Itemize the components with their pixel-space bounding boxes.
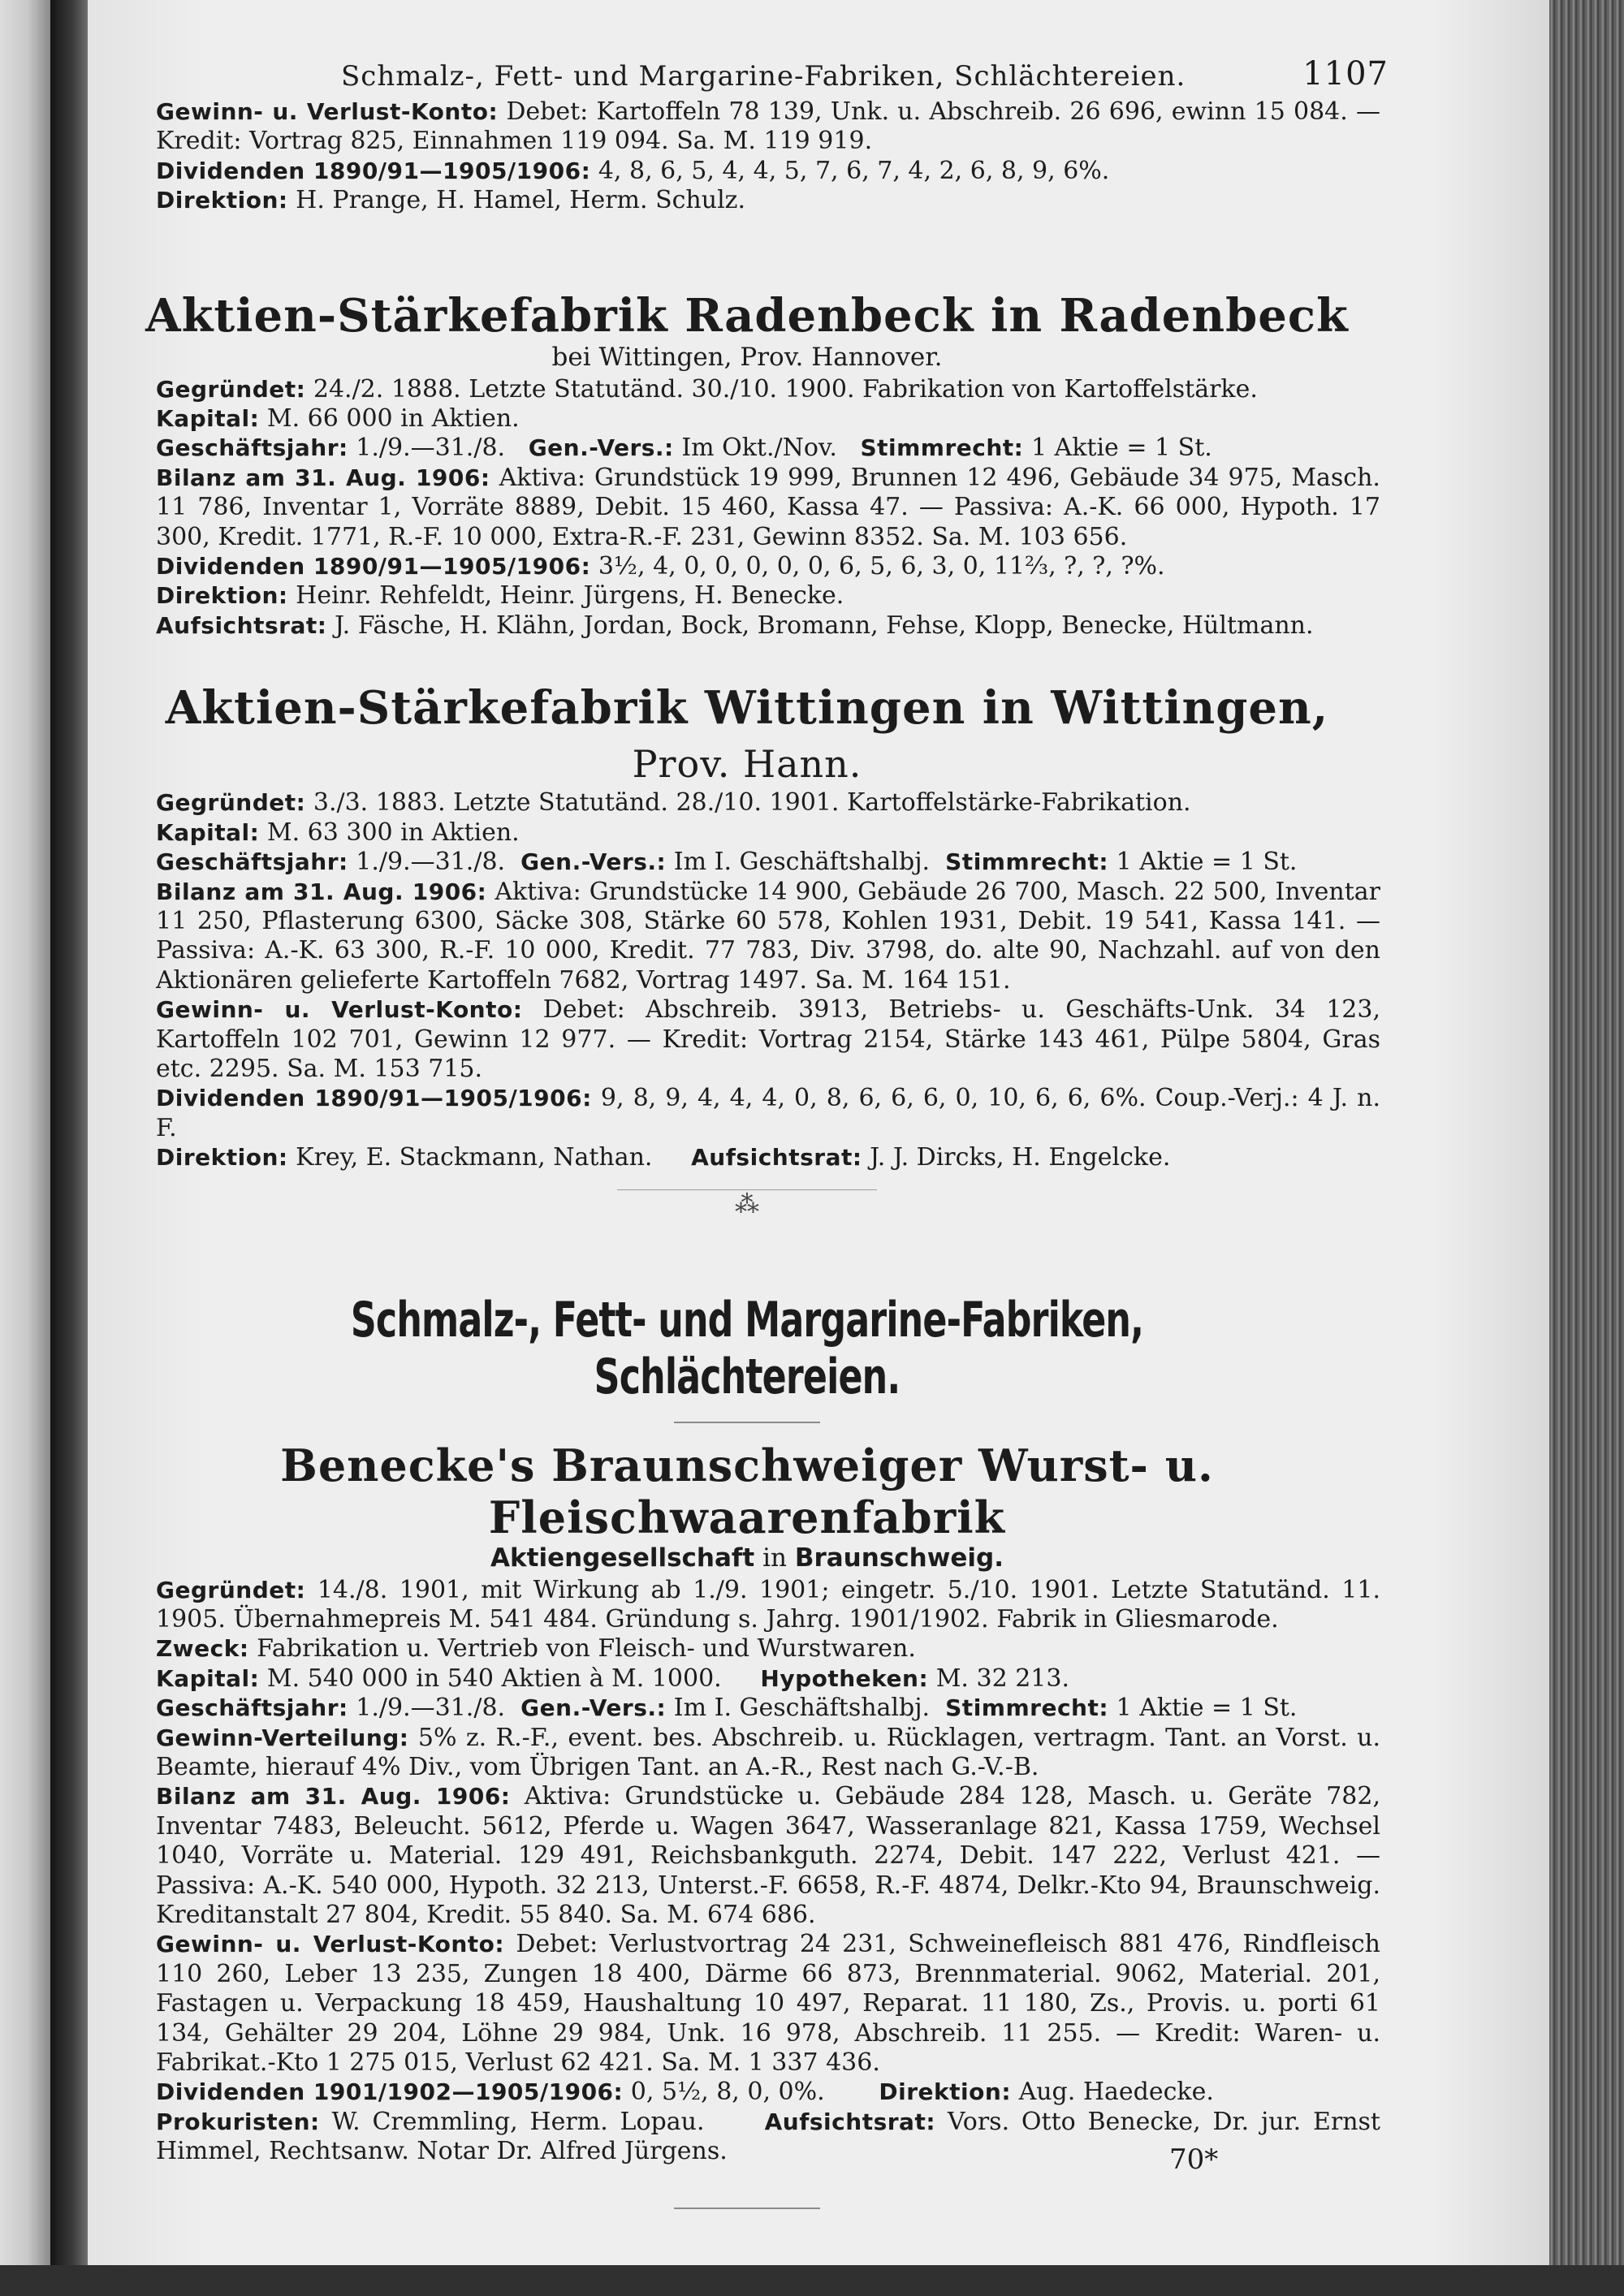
entry-line [114, 995, 1380, 1084]
entry-line [114, 404, 1380, 434]
entry-text: Aktiva: Grundstück 19 999, Brunnen 12 496, Gebäude 34 975, Masch. 11 786, Inventar 1, Vorräte 8889, Debit. 15 460, Kassa 47. — Passiva: A.-K. 66 000, Hypoth. 17 300, Kredit. 1771, R.-F. 10 000, Extra-R.-F. 231, Gewinn 8352. Sa. M. 103 656. [156, 463, 1380, 551]
left-margin [0, 0, 50, 2296]
entry-text: Im I. Geschäftshalbj. [673, 848, 931, 877]
page-number: 1107 [1302, 55, 1389, 93]
entry-text: J. J. Dircks, H. Engelcke. [870, 1143, 1171, 1172]
entry-text: Krey, E. Stackmann, Nathan. [296, 1143, 653, 1172]
entry-line [114, 878, 1380, 996]
entry-label: Geschäftsjahr: [156, 434, 348, 462]
entry-text: Debet: Verlustvortrag 24 231, Schweinefleisch 881 476, Rindfleisch 110 260, Leber 13 235, Zungen 18 400, Därme 66 873, Brennmaterial. 9062, Material. 201, Fastagen u. Verpackung 18 459, Haushaltung 10 497, Reparat. 11 180, Zs., Provis. u. porti 61 134, Gehälter 29 204, Löhne 29 984, Unk. 16 978, Abschreib. 11 255. — Kredit: Waren- u. Fabrikat.-Kto 1 275 015, Verlust 62 421. Sa. M. 1 337 436. [156, 1930, 1380, 2078]
entry-label: Direktion: [156, 187, 288, 214]
company-legal-form: Aktiengesellschaft [490, 1543, 755, 1573]
entry-label: Gewinn- u. Verlust-Konto: [156, 98, 499, 125]
entry-text: J. Fäsche, H. Klähn, Jordan, Bock, Bromann, Fehse, Klopp, Benecke, Hültmann. [334, 611, 1314, 640]
spacer [114, 641, 1380, 681]
entry-text: Debet: Kartoffeln 78 139, Unk. u. Abschreib. 26 696, [506, 97, 1164, 126]
entry-line [114, 375, 1380, 404]
company-location: bei Wittingen, Prov. Hannover. [551, 342, 943, 372]
company-subtitle-in: in [762, 1543, 787, 1573]
entry-label: Geschäftsjahr: [156, 1694, 348, 1722]
entry-label: Gen.-Vers.: [520, 1694, 667, 1722]
entry-label: Dividenden 1890/91—1905/1906: [156, 553, 591, 580]
entry-text: 3./3. 1883. Letzte Statutänd. 28./10. 1901. Kartoffelstärke-Fabrikation. [313, 788, 1191, 818]
entry-label: Bilanz am 31. Aug. 1906: [156, 878, 487, 905]
signature-mark: 70* [1169, 2143, 1219, 2176]
spacer [114, 1219, 1380, 1292]
company-name: Aktien-Stärkefabrik Radenbeck in Radenbeck [145, 288, 1349, 343]
entry-text: 9, 8, 9, 4, 4, 4, 0, 8, 6, 6, 6, 0, 10, 6, 6, 6%. Coup.-Verj.: 4 J. n. F. [156, 1084, 1380, 1142]
entry-label: Aufsichtsrat: [764, 2108, 936, 2135]
entry-label: Dividenden 1890/91—1905/1906: [156, 1085, 592, 1112]
entry-line [114, 434, 1380, 463]
entry-label: Kapital: [156, 1664, 260, 1692]
entry-text: M. 540 000 in 540 Aktien à M. 1000. [266, 1664, 722, 1693]
entry-label: Dividenden 1901/1902—1905/1906: [156, 2078, 624, 2106]
entry-label: Stimmrecht: [945, 1694, 1109, 1722]
entry-text: 1 Aktie = 1 St. [1030, 434, 1212, 463]
entry-line [114, 1576, 1380, 1635]
bottom-edge [0, 2265, 1624, 2296]
entry-label: Zweck: [156, 1635, 249, 1663]
entry-text: Im I. Geschäftshalbj. [673, 1694, 931, 1723]
entry-text: Aktiva: Grundstücke u. Gebäude 284 128, Masch. u. Geräte 782, Inventar 7483, Beleucht. 5612, Pferde u. Wagen 3647, Wasseranlage 821, Kassa 1759, Wechsel 1040, Vorräte u. Material. 129 491, Reichsbankguth. 2274, Debit. 147 222, Verlust 421. — Passiva: A.-K. 540 000, Hypoth. 32 213, Unterst.-F. 6658, R.-F. 4874, Delkr.-Kto 94, Braunschweig. Kreditanstalt 27 804, Kredit. 55 840. Sa. M. 674 686. [156, 1782, 1380, 1930]
entry-label: Gegründet: [156, 375, 306, 403]
entry-line [114, 97, 1380, 157]
entry-text: M. 66 000 in Aktien. [266, 404, 520, 434]
entry-text: Aug. Haedecke. [1018, 2078, 1214, 2107]
page-content [114, 49, 1389, 2209]
entry-label: Bilanz am 31. Aug. 1906: [156, 1783, 511, 1810]
company-entry-benecke [114, 1439, 1380, 2167]
divider [674, 2208, 820, 2209]
entry-label: Aufsichtsrat: [156, 611, 327, 639]
entry-line [114, 1782, 1380, 1930]
entry-label: Gegründet: [156, 789, 306, 817]
preceding-entry [114, 97, 1380, 216]
entry-text: 1./9.—31./8. [356, 1694, 506, 1723]
entry-text: M. 63 300 in Aktien. [266, 818, 520, 847]
entry-text: W. Cremmling, Herm. Lopau. [331, 2107, 705, 2136]
company-city: Braunschweig. [794, 1543, 1004, 1573]
entry-label: Kapital: [156, 818, 260, 846]
entry-label: Stimmrecht: [860, 434, 1024, 462]
entry-line [114, 1634, 1380, 1664]
entry-line [114, 848, 1380, 877]
entry-text: Heinr. Rehfeldt, Heinr. Jürgens, H. Benecke. [296, 581, 844, 611]
entry-label: Direktion: [879, 2078, 1012, 2106]
entry-line [114, 581, 1380, 611]
entry-text: Aktiva: Grundstücke 14 900, Gebäude 26 700, Masch. 22 500, Inventar 11 250, Pflasterung 6300, Säcke 308, Stärke 60 578, Kohlen 1931, Debit. 19 541, Kassa 141. — Passiva: A.-K. 63 300, R.-F. 10 000, Kredit. 77 783, Div. 3798, do. alte 90, Nachzahl. auf von den Aktionären gelieferte Kartoffeln 7682, Vortrag 1497. Sa. M. 164 151. [156, 877, 1380, 995]
entry-text: 3½, 4, 0, 0, 0, 0, 0, 6, 5, 6, 3, 0, 11⅔, ?, ?, ?%. [598, 552, 1165, 581]
entry-text: 0, 5½, 8, 0, 0%. [630, 2078, 825, 2107]
company-name: Benecke's Braunschweiger Wurst- u. Fleischwaarenfabrik [280, 1439, 1214, 1543]
company-name-suffix: Prov. Hann. [632, 742, 862, 787]
entry-text: 1 Aktie = 1 St. [1116, 848, 1298, 877]
section-title: Schmalz-, Fett- und Margarine-Fabriken, Schlächtereien. [350, 1291, 1144, 1405]
entry-label: Stimmrecht: [945, 848, 1109, 876]
entry-text: 14./8. 1901, mit Wirkung ab 1./9. 1901; eingetr. 5./10. 1901. Letzte Statutänd. 11. 1905. Übernahmepreis M. 541 484. Gründung s. Jahrg. 1901/1902. Fabrik in Gliesmarode. [156, 1575, 1380, 1634]
entry-label: Aufsichtsrat: [691, 1144, 862, 1172]
entry-label: Dividenden 1890/91—1905/1906: [156, 157, 591, 184]
company-entry-radenbeck [114, 289, 1380, 641]
running-head [114, 49, 1389, 97]
entry-label: Gewinn- u. Verlust-Konto: [156, 1931, 505, 1958]
running-head-title: Schmalz-, Fett- und Margarine-Fabriken, Schlächtereien. [341, 60, 1186, 93]
entry-line [114, 788, 1380, 818]
spacer [114, 216, 1380, 289]
page-edge [1549, 0, 1624, 2296]
entry-line [114, 157, 1380, 186]
spacer [114, 1405, 1380, 1422]
entry-line [114, 186, 1380, 215]
entry-text: ewinn 15 084. — Kredit: Vortrag 825, Einnahmen 119 094. Sa. M. 119 919. [156, 97, 1380, 156]
entry-line [114, 1930, 1380, 2078]
entry-label: Gewinn-Verteilung: [156, 1724, 409, 1751]
entry-line [114, 1084, 1380, 1143]
spacer [114, 1173, 1380, 1189]
entry-label: Gen.-Vers.: [528, 434, 674, 462]
entry-label: Gewinn- u. Verlust-Konto: [156, 996, 523, 1024]
entry-label: Gen.-Vers.: [520, 848, 667, 876]
entry-line [114, 1664, 1380, 1694]
entry-label: Prokuristen: [156, 2108, 320, 2135]
entry-label: Gegründet: [156, 1576, 306, 1603]
entry-line [114, 611, 1380, 641]
ornament-icon: ⁂ [735, 1189, 759, 1219]
book-spine [50, 0, 88, 2296]
spacer [114, 1423, 1380, 1439]
entry-text: M. 32 213. [935, 1664, 1069, 1693]
entry-label: Direktion: [156, 1144, 288, 1172]
entry-text: 24./2. 1888. Letzte Statutänd. 30./10. 1900. Fabrikation von Kartoffelstärke. [313, 374, 1258, 404]
entry-line [114, 818, 1380, 848]
entry-line [114, 552, 1380, 581]
entry-text: Vors. Otto Benecke, Dr. jur. Ernst Himmel, Rechtsanw. Notar Dr. Alfred Jürgens. [156, 2107, 1380, 2166]
entry-text: 5% z. R.-F., event. bes. Abschreib. u. Rücklagen, vertragm. Tant. an Vorst. u. Beamte, hierauf 4% Div., vom Übrigen Tant. an A.-R., Rest nach G.-V.-B. [156, 1723, 1380, 1781]
entry-text: H. Prange, H. Hamel, Herm. Schulz. [296, 186, 746, 215]
entry-label: Kapital: [156, 405, 260, 433]
entry-text: Im Okt./Nov. [681, 434, 837, 463]
entry-label: Geschäftsjahr: [156, 848, 348, 876]
company-name-main: Aktien-Stärkefabrik Wittingen in Wittingen, [165, 681, 1329, 736]
entry-text: 1 Aktie = 1 St. [1116, 1694, 1298, 1723]
company-name [114, 681, 1380, 788]
entry-label: Bilanz am 31. Aug. 1906: [156, 464, 490, 491]
entry-line [114, 1694, 1380, 1723]
entry-text: 1./9.—31./8. [356, 434, 506, 463]
entry-text: Fabrikation u. Vertrieb von Fleisch- und Wurstwaren. [257, 1634, 916, 1664]
entry-label: Hypotheken: [760, 1664, 929, 1692]
entry-label: Direktion: [156, 582, 288, 610]
entry-line [114, 2078, 1380, 2107]
entry-line [114, 1143, 1380, 1172]
entry-text: Debet: Abschreib. 3913, Betriebs- u. Geschäfts-Unk. 34 123, Kartoffeln 102 701, Gewinn 12 977. — Kredit: Vortrag 2154, Stärke 143 461, Pülpe 5804, Gras etc. 2295. Sa. M. 153 715. [156, 995, 1381, 1083]
entry-line [114, 464, 1380, 552]
entry-line [114, 1724, 1380, 1783]
company-entry-wittingen [114, 681, 1380, 1172]
company-subtitle [114, 1543, 1380, 1573]
entry-text: 4, 8, 6, 5, 4, 4, 5, 7, 6, 7, 4, 2, 6, 8, 9, 6%. [598, 156, 1110, 185]
entry-text: 1./9.—31./8. [356, 848, 506, 877]
